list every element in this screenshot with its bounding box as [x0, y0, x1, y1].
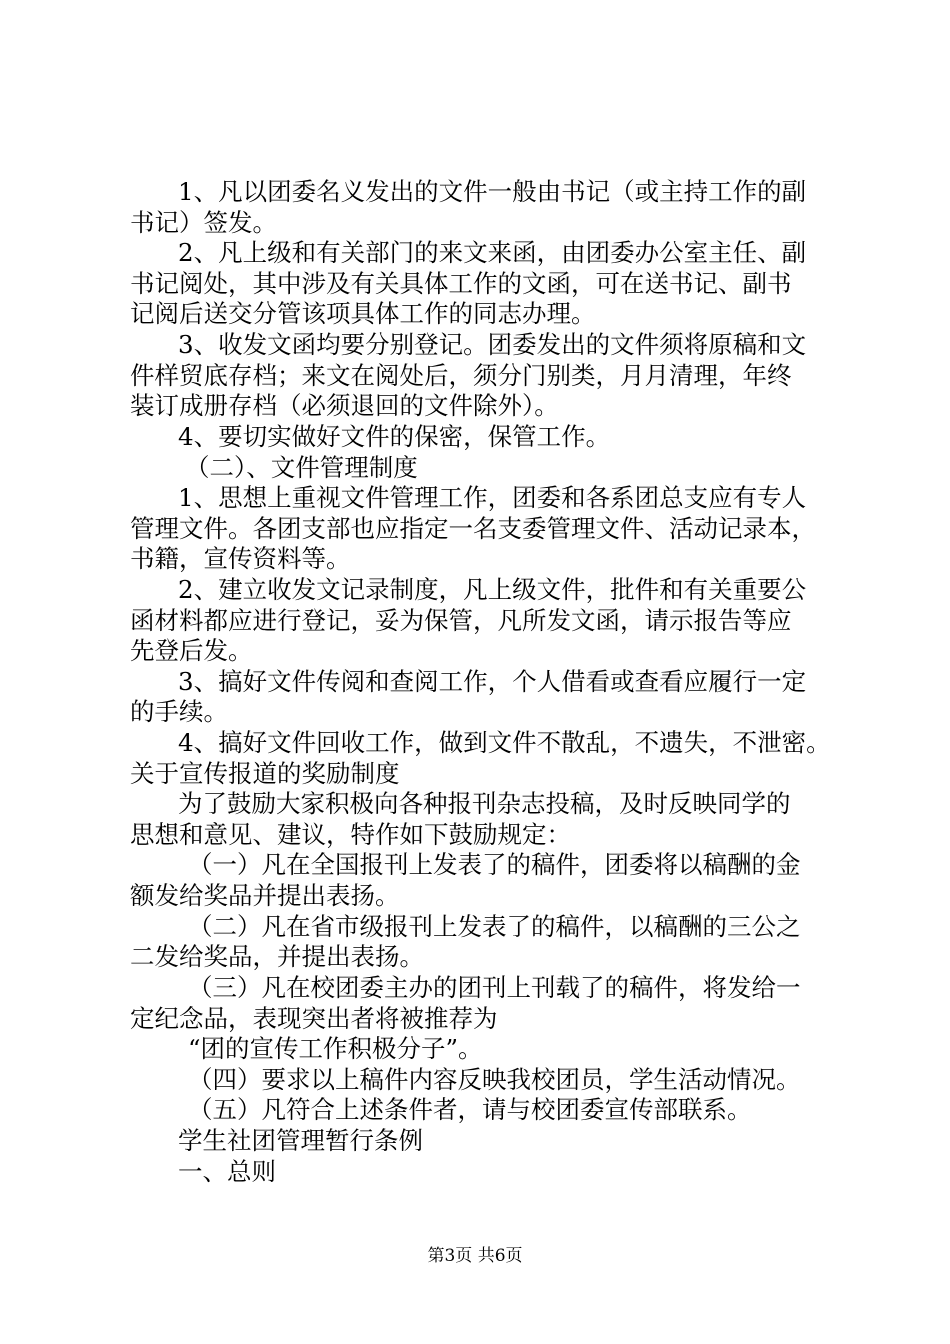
- section-heading: （二）、文件管理制度: [185, 453, 418, 482]
- text-line: （二）凡在省市级报刊上发表了的稿件，以稿酬的三公之: [188, 912, 801, 941]
- text-line: 额发给奖品并提出表扬。: [130, 881, 400, 910]
- section-heading: 学生社团管理暂行条例: [178, 1126, 423, 1155]
- text-line: 3、搞好文件传阅和查阅工作，个人借看或查看应履行一定: [178, 667, 807, 696]
- text-line: 记阅后送交分管该项具体工作的同志办理。: [130, 299, 596, 328]
- text-line: 二发给奖品，并提出表扬。: [130, 942, 424, 971]
- text-line: 1、思想上重视文件管理工作，团委和各系团总支应有专人: [178, 483, 807, 512]
- text-line: 2、凡上级和有关部门的来文来函，由团委办公室主任、副: [178, 238, 807, 267]
- page-number-footer: 第3页 共6页: [427, 1246, 523, 1266]
- text-line: 管理文件。各团支部也应指定一名支委管理文件、活动记录本，: [130, 514, 816, 543]
- text-line: 书记阅处，其中涉及有关具体工作的文函，可在送书记、副书: [130, 269, 792, 298]
- text-line: 书记）签发。: [130, 208, 277, 237]
- section-heading: 关于宣传报道的奖励制度: [130, 759, 400, 788]
- text-line: 1、凡以团委名义发出的文件一般由书记（或主持工作的副: [178, 177, 807, 206]
- text-line: 书籍，宣传资料等。: [130, 544, 351, 573]
- text-line: 先登后发。: [130, 636, 253, 665]
- text-line: 装订成册存档（必须退回的文件除外）。: [130, 391, 559, 420]
- text-line: 定纪念品，表现突出者将被推荐为: [130, 1004, 498, 1033]
- text-line: （一）凡在全国报刊上发表了的稿件，团委将以稿酬的金: [188, 850, 801, 879]
- text-line: 函材料都应进行登记，妥为保管，凡所发文函，请示报告等应: [130, 606, 792, 635]
- text-line: “团的宣传工作积极分子”。: [188, 1034, 483, 1063]
- text-line: （四）要求以上稿件内容反映我校团员，学生活动情况。: [188, 1065, 801, 1094]
- section-heading: 一、总则: [178, 1157, 276, 1186]
- text-line: （三）凡在校团委主办的团刊上刊载了的稿件，将发给一: [188, 973, 801, 1002]
- text-line: 为了鼓励大家积极向各种报刊杂志投稿，及时反映同学的: [178, 789, 791, 818]
- text-line: 4、搞好文件回收工作，做到文件不散乱，不遗失，不泄密。: [178, 728, 831, 757]
- text-line: 2、建立收发文记录制度，凡上级文件，批件和有关重要公: [178, 575, 807, 604]
- text-line: 4、要切实做好文件的保密，保管工作。: [178, 422, 611, 451]
- text-line: 件样贸底存档；来文在阅处后，须分门别类，月月清理，年终: [130, 361, 792, 390]
- text-line: 的手续。: [130, 697, 228, 726]
- text-line: （五）凡符合上述条件者，请与校团委宣传部联系。: [188, 1095, 752, 1124]
- text-line: 3、收发文函均要分别登记。团委发出的文件须将原稿和文: [178, 330, 807, 359]
- text-line: 思想和意见、建议，特作如下鼓励规定：: [130, 820, 571, 849]
